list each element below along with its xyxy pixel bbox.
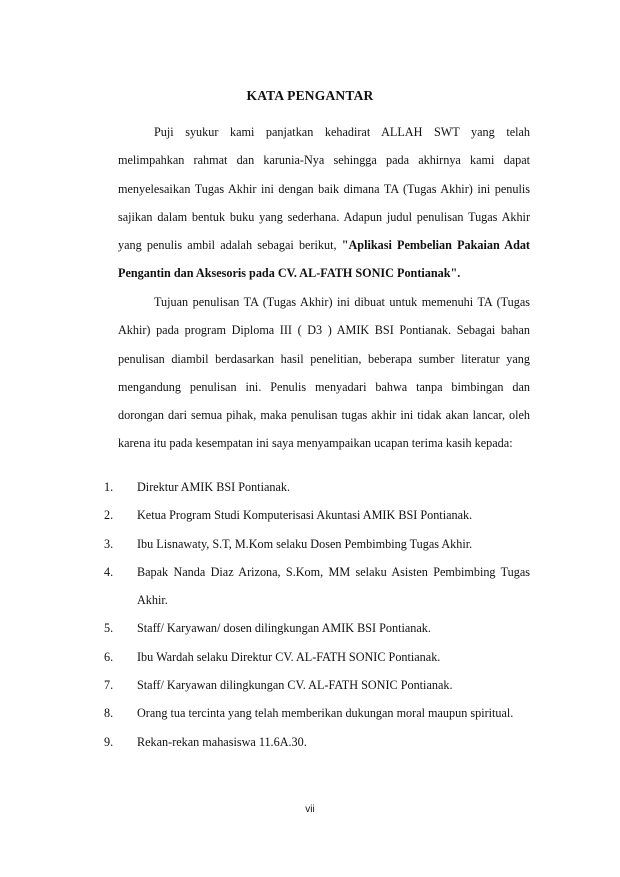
list-item-text: Rekan-rekan mahasiswa 11.6A.30.: [137, 734, 307, 749]
list-item: [104, 614, 530, 642]
list-item-text: Orang tua tercinta yang telah memberikan dukungan moral maupun spiritual.: [137, 706, 514, 721]
list-item-text: Direktur AMIK BSI Pontianak.: [137, 480, 291, 494]
list-item-number: 2.: [104, 508, 114, 523]
list-item-number: 1.: [104, 480, 114, 494]
list-item-text: Ibu Lisnawaty, S.T, M.Kom selaku Dosen Pembimbing Tugas Akhir.: [137, 536, 473, 551]
acknowledgement-list: [104, 473, 530, 756]
paragraph-intro: [118, 118, 530, 288]
list-item: [104, 473, 530, 501]
list-item: [104, 643, 530, 671]
list-item-number: 8.: [104, 706, 114, 721]
list-item-text: Ibu Wardah selaku Direktur CV. AL-FATH SONIC Pontianak.: [137, 649, 441, 664]
list-item: [104, 501, 530, 529]
list-item-text: Staff/ Karyawan/ dosen dilingkungan AMIK BSI Pontianak.: [137, 621, 431, 636]
list-item-text: Staff/ Karyawan dilingkungan CV. AL-FATH SONIC Pontianak.: [137, 678, 453, 693]
paragraph-intro-text: Puji syukur kami panjatkan kehadirat ALLAH SWT yang telah melimpahkan rahmat dan karunia-Nya sehingga pada akhirnya kami dapat menyelesaikan Tugas Akhir ini dengan baik dimana TA (Tugas Akhir) ini penulis sajikan dalam bentuk buku yang sederhana. Adapun judul penulisan Tugas Akhir yang penulis ambil adalah sebagai berikut,: [118, 125, 530, 253]
thesis-title: "Aplikasi Pembelian Pakaian Adat Pengantin dan Aksesoris pada CV. AL-FATH SONIC Pontianak".: [118, 238, 530, 281]
list-item: [104, 671, 530, 699]
list-item-text: Bapak Nanda Diaz Arizona, S.Kom, MM selaku Asisten Pembimbing Tugas Akhir.: [137, 564, 530, 608]
list-item: [104, 558, 530, 615]
page-title: KATA PENGANTAR: [246, 88, 374, 103]
list-item-number: 6.: [104, 649, 114, 664]
list-item-number: 4.: [104, 564, 114, 579]
list-item-number: 7.: [104, 678, 114, 693]
paragraph-purpose: Tujuan penulisan TA (Tugas Akhir) ini dibuat untuk memenuhi TA (Tugas Akhir) pada program Diploma III ( D3 ) AMIK BSI Pontianak. Sebagai bahan penulisan diambil berdasarkan hasil penelitian, beberapa sumber literatur yang mengandung penulisan ini. Penulis menyadari bahwa tanpa bimbingan dan dorongan dari semua pihak, maka penulisan tugas akhir ini tidak akan lancar, oleh karena itu pada kesempatan ini saya menyampaikan ucapan terima kasih kepada:: [118, 295, 530, 451]
page-number: vii: [305, 804, 315, 815]
list-item: [104, 728, 530, 756]
list-item: [104, 699, 530, 727]
list-item-number: 3.: [104, 536, 114, 551]
list-item: [104, 530, 530, 558]
list-item-number: 9.: [104, 734, 114, 749]
list-item-number: 5.: [104, 621, 114, 636]
list-item-text: Ketua Program Studi Komputerisasi Akuntasi AMIK BSI Pontianak.: [137, 508, 473, 523]
